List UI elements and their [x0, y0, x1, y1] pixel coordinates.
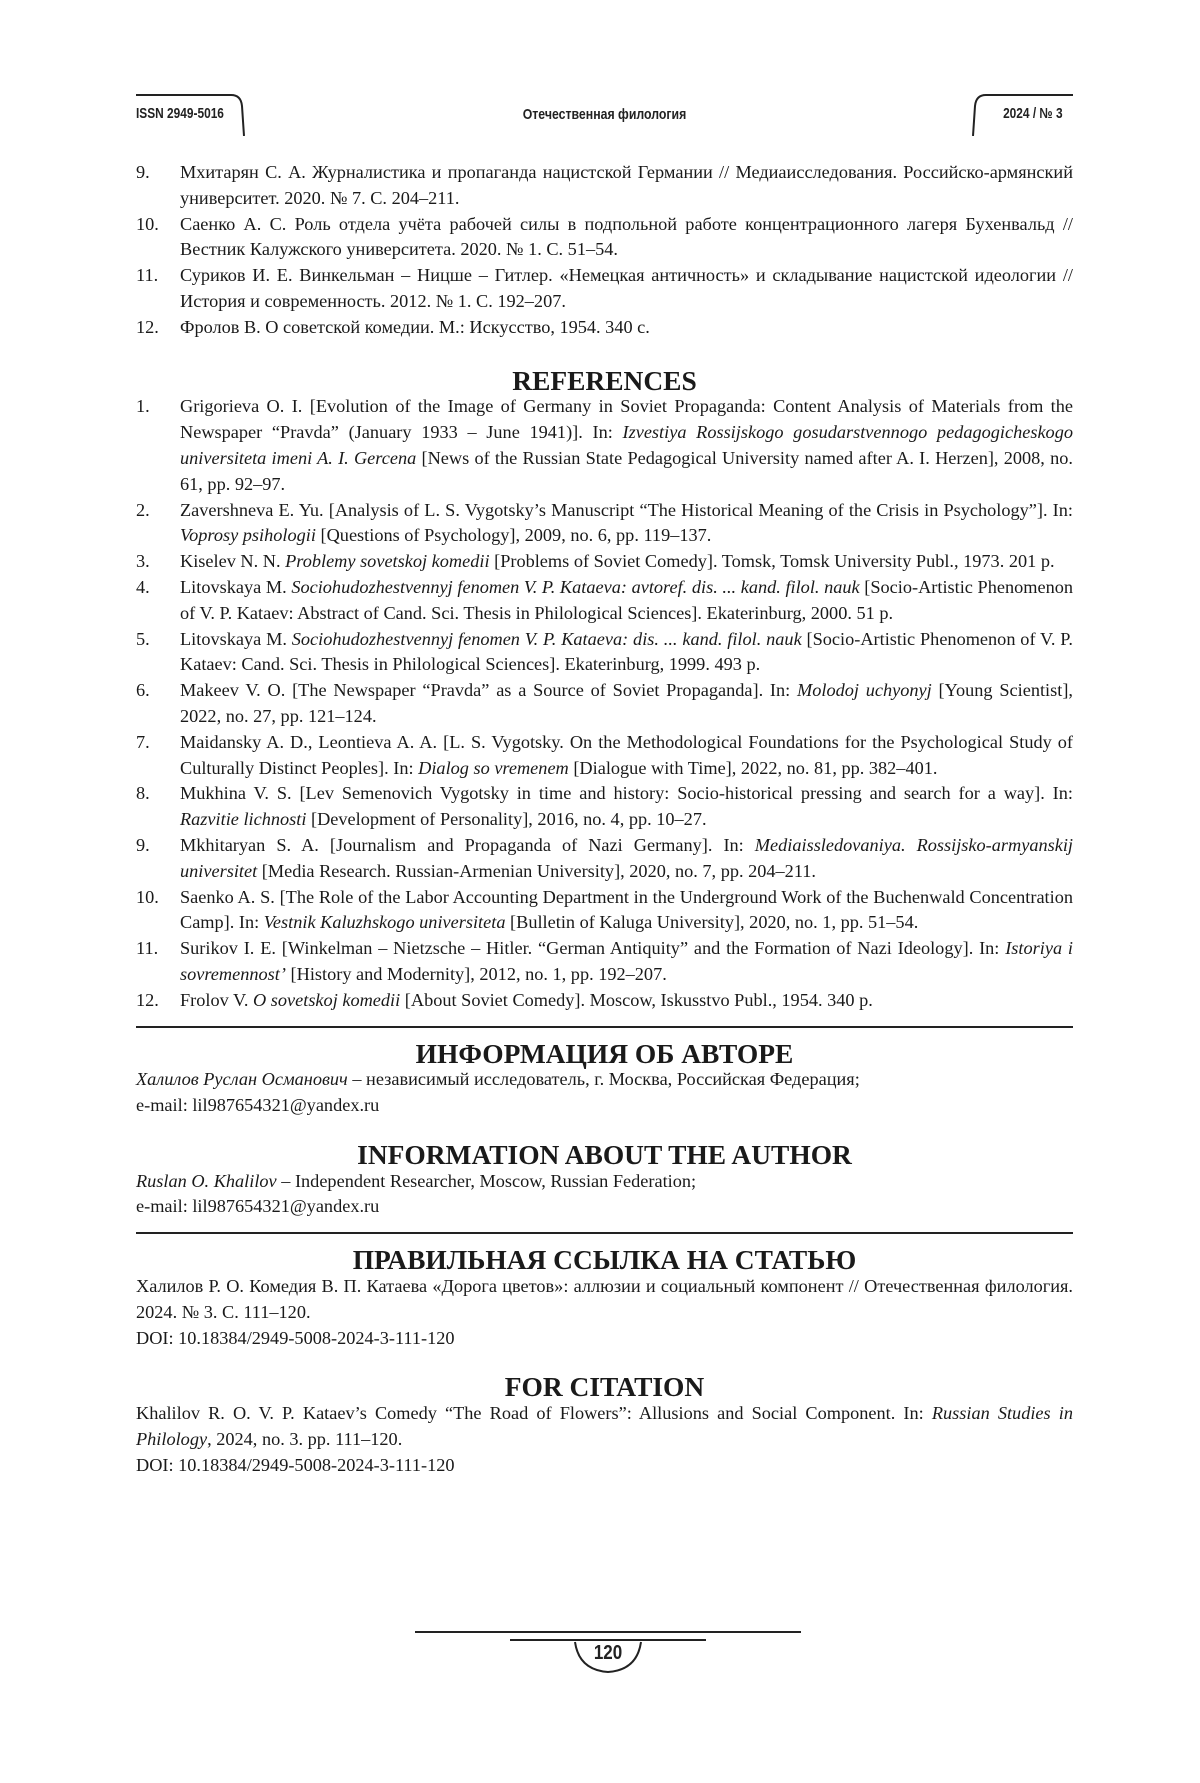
- page-number: 120: [593, 1642, 623, 1664]
- ref-number: 12.: [136, 989, 159, 1010]
- ref-text: Суриков И. Е. Винкельман – Ницше – Гитлер. «Немецкая античность» и складывание нацистской идеологии // История и современность. 2012. № 1. С. 192–207.: [180, 265, 1073, 311]
- citation-ru: Халилов Р. О. Комедия В. П. Катаева «Дорога цветов»: аллюзии и социальный компонент // Отечественная филология. 2024. № 3. С. 111–120. DOI: 10.18384/2949-5008-2024-3-111-120: [136, 1276, 1073, 1348]
- reference-item: [136, 678, 1073, 730]
- ref-text: Frolov V. O sovetskoj komedii [About Soviet Comedy]. Moscow, Iskusstvo Publ., 1954. 340 p.: [180, 989, 873, 1010]
- russian-reference-list: [136, 160, 1073, 341]
- author-info-ru-heading: ИНФОРМАЦИЯ ОБ АВТОРЕ: [415, 1038, 794, 1069]
- reference-item: [136, 833, 1073, 885]
- ref-number: 3.: [136, 551, 150, 572]
- author-info-en-heading: INFORMATION ABOUT THE AUTHOR: [357, 1139, 852, 1170]
- author-email-ru: e-mail: lil987654321@yandex.ru: [136, 1095, 380, 1116]
- ref-number: 5.: [136, 628, 150, 649]
- ru-reference-item: [136, 160, 1073, 212]
- citation-en: Khalilov R. O. V. P. Kataev’s Comedy “The Road of Flowers”: Allusions and Social Component. In: Russian Studies in Philology, 2024, no. 3. pp. 111–120. DOI: 10.18384/2949-5008-2024-3-111-120: [136, 1403, 1073, 1475]
- author-info-en: Ruslan O. Khalilov – Independent Researcher, Moscow, Russian Federation; e-mail: lil987654321@yandex.ru: [136, 1170, 697, 1217]
- ref-number: 9.: [136, 162, 150, 182]
- section-divider: [136, 1026, 1073, 1028]
- ref-text: Mkhitaryan S. A. [Journalism and Propaganda of Nazi Germany]. In: Mediaissledovaniya. Rossijsko-armyanskij universitet [Media Research. Russian-Armenian University], 2020, no. 7, pp. 204–211.: [180, 834, 1073, 881]
- ref-number: 10.: [136, 886, 159, 907]
- ref-text: Саенко А. С. Роль отдела учёта рабочей силы в подпольной работе концентрационного лагеря Бухенвальд // Вестник Калужского университета. 2020. № 1. С. 51–54.: [180, 213, 1073, 260]
- author-name-en: Ruslan O. Khalilov: [136, 1170, 277, 1191]
- reference-item: [136, 781, 1073, 833]
- ref-number: 10.: [136, 213, 159, 234]
- author-email-en: e-mail: lil987654321@yandex.ru: [136, 1196, 380, 1217]
- reference-item: [136, 988, 1073, 1014]
- citation-en-doi: DOI: 10.18384/2949-5008-2024-3-111-120: [136, 1454, 455, 1475]
- ref-number: 9.: [136, 834, 150, 855]
- citation-ru-doi: DOI: 10.18384/2949-5008-2024-3-111-120: [136, 1327, 455, 1348]
- ref-number: 11.: [136, 938, 159, 959]
- ref-text: Kiselev N. N. Problemy sovetskoj komedii [Problems of Soviet Comedy]. Tomsk, Tomsk University Publ., 1973. 201 p.: [180, 551, 1055, 572]
- ref-text: Mukhina V. S. [Lev Semenovich Vygotsky in time and history: Socio-historical pressing and search for a way]. In: Razvitie lichnosti [Development of Personality], 2016, no. 4, pp. 10–27.: [180, 783, 1073, 830]
- ref-number: 8.: [136, 783, 150, 804]
- running-header: [136, 90, 1073, 136]
- ref-text: Grigorieva O. I. [Evolution of the Image of Germany in Soviet Propaganda: Content Analysis of Materials from the Newspaper “Pravda” (January 1933 – June 1941)]. In: Izvestiya Rossijskogo gosudarstvennogo pedagogicheskogo universiteta imeni A. I. Gercena [News of the Russian State Pedagogical University named after A. I. Herzen], 2008, no. 61, pp. 92–97.: [180, 396, 1073, 494]
- ref-number: 11.: [136, 265, 159, 286]
- references-heading: REFERENCES: [512, 365, 697, 396]
- reference-item: [136, 885, 1073, 937]
- author-info-ru: Халилов Руслан Османович – независимый исследователь, г. Москва, Российская Федерация; e-mail: lil987654321@yandex.ru: [136, 1069, 860, 1116]
- ru-reference-item: [136, 315, 1073, 341]
- ref-text: Мхитарян С. А. Журналистика и пропаганда нацистской Германии // Медиаисследования. Российско-армянский университет. 2020. № 7. С. 204–211.: [180, 162, 1073, 208]
- author-name-ru: Халилов Руслан Османович: [136, 1069, 348, 1090]
- ref-text: Surikov I. E. [Winkelman – Nietzsche – Hitler. “German Antiquity” and the Formation of Nazi Ideology]. In: Istoriya i sovremennost’ [History and Modernity], 2012, no. 1, pp. 192–207.: [180, 938, 1073, 984]
- ref-text: Zavershneva E. Yu. [Analysis of L. S. Vygotsky’s Manuscript “The Historical Meaning of the Crisis in Psychology”]. In: Voprosy psihologii [Questions of Psychology], 2009, no. 6, pp. 119–137.: [180, 499, 1073, 546]
- ref-number: 4.: [136, 576, 150, 597]
- citation-en-heading: FOR CITATION: [504, 1372, 705, 1403]
- reference-item: [136, 549, 1073, 575]
- page-footer: [415, 1620, 801, 1680]
- ref-number: 2.: [136, 499, 150, 520]
- ref-text: Makeev V. O. [The Newspaper “Pravda” as a Source of Soviet Propaganda]. In: Molodoj uchyonyj [Young Scientist], 2022, no. 27, pp. 121–124.: [180, 680, 1073, 726]
- reference-item: [136, 394, 1073, 497]
- issue-label: 2024 / № 3: [1003, 106, 1063, 122]
- reference-item: [136, 575, 1073, 627]
- ref-text: Litovskaya M. Sociohudozhestvennyj fenomen V. P. Kataeva: dis. ... kand. filol. nauk [Socio-Artistic Phenomenon of V. P. Kataev: Cand. Sci. Thesis in Philological Sciences]. Ekaterinburg, 1999. 493 p.: [180, 628, 1073, 675]
- citation-ru-heading: ПРАВИЛЬНАЯ ССЫЛКА НА СТАТЬЮ: [352, 1245, 857, 1276]
- ref-number: 1.: [136, 396, 150, 417]
- journal-title: Отечественная филология: [522, 106, 687, 123]
- ref-number: 6.: [136, 680, 150, 701]
- ref-text: Фролов В. О советской комедии. М.: Искусство, 1954. 340 с.: [180, 316, 650, 337]
- reference-item: [136, 730, 1073, 782]
- reference-item: [136, 627, 1073, 679]
- page-content: [136, 160, 1073, 1479]
- reference-item: [136, 498, 1073, 550]
- ref-text: Maidansky A. D., Leontieva A. A. [L. S. Vygotsky. On the Methodological Foundations for the Psychological Study of Culturally Distinct Peoples]. In: Dialog so vremenem [Dialogue with Time], 2022, no. 81, pp. 382–401.: [180, 731, 1073, 778]
- issn-label: ISSN 2949-5016: [136, 106, 224, 122]
- references-list: [136, 394, 1073, 1013]
- ref-text: Saenko A. S. [The Role of the Labor Accounting Department in the Underground Work of the Buchenwald Concentration Camp]. In: Vestnik Kaluzhskogo universiteta [Bulletin of Kaluga University], 2020, no. 1, pp. 51–54.: [180, 886, 1073, 933]
- reference-item: [136, 936, 1073, 988]
- ru-reference-item: [136, 263, 1073, 315]
- ref-number: 7.: [136, 731, 150, 752]
- ru-reference-item: [136, 212, 1073, 264]
- ref-number: 12.: [136, 316, 159, 337]
- ref-text: Litovskaya M. Sociohudozhestvennyj fenomen V. P. Kataeva: avtoref. dis. ... kand. filol. nauk [Socio-Artistic Phenomenon of V. P. Kataev: Abstract of Cand. Sci. Thesis in Philological Sciences]. Ekaterinburg, 2000. 51 p.: [180, 576, 1073, 623]
- section-divider: [136, 1232, 1073, 1234]
